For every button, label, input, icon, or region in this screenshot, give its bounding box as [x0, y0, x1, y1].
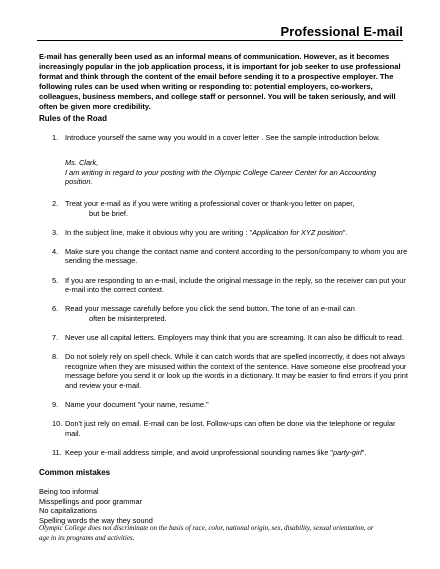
rule-number: 9.: [52, 399, 59, 409]
letter-body: I am writing in regard to your posting with the Olympic College Career Center for an Accounting position.: [65, 167, 377, 187]
rule-text: Do not solely rely on spell check. While it can catch words that are spelled incorrectly, it does not always recognize when they are misused within the context of the sentence. Have someone else proofread your message before you send it or look up the words in a dictionary. It may be easier to find errors if you print and review your e-mail.: [65, 352, 408, 390]
mistake-item: Spelling words the way they sound: [39, 515, 153, 525]
rule-item: [52, 276, 412, 295]
rule-continuation: often be misinterpreted.: [89, 313, 167, 323]
rule-text: If you are responding to an e-mail, include the original message in the reply, so the receiver can put your e-mail into the correct context.: [65, 275, 406, 295]
rule-item: [52, 304, 412, 323]
rule-item: [52, 419, 412, 438]
rule-text: Name your document "your name, resume.": [65, 399, 209, 409]
rule-number: 3.: [52, 227, 59, 237]
rule-text: Never use all capital letters. Employers may think that you are screaming. It can also be difficult to read.: [65, 332, 404, 342]
rule-number: 1.: [52, 133, 59, 142]
rule-number: 8.: [52, 352, 59, 362]
nondiscrimination-footer: Olympic College does not discriminate on the basis of race, color, national origin, sex, disability, sexual orientation, or age in its programs and activities.: [39, 524, 374, 542]
rule-continuation: but be brief.: [89, 208, 129, 218]
rule-text: Treat your e-mail as if you were writing a professional cover or thank-you letter on paper,: [65, 199, 355, 209]
rule-text: Make sure you change the contact name and content according to the person/company to whom you are sending the message.: [65, 246, 408, 266]
rule-number: 4.: [52, 246, 59, 256]
rule-item: [52, 352, 412, 390]
intro-paragraph: E-mail has generally been used as an informal means of communication. However, as it becomes increasingly popular in the job application process, it is important for job seeker to use professional format and think through the content of the email before sending it to a prospective employer. The following rules can be used when writing or responding to: potential employers, co-workers, colleagues, business members, and college staff or personnel. You will be taken seriously, and will often be given more credibility.: [39, 52, 401, 111]
sample-introduction: [65, 158, 405, 187]
mistake-item: No capitalizations: [39, 506, 97, 516]
rule-number: 7.: [52, 332, 59, 342]
mistake-item: Misspellings and poor grammar: [39, 496, 143, 506]
rules-heading: Rules of the Road: [39, 114, 108, 123]
title-divider: [37, 40, 403, 41]
rule-number: 2.: [52, 199, 59, 209]
rule-item: [52, 400, 412, 410]
rule-number: 11.: [52, 447, 62, 457]
rule-text-end: ".: [361, 447, 367, 457]
rule-item: [52, 247, 412, 266]
rule-number: 5.: [52, 275, 59, 285]
rule-item: [52, 133, 412, 143]
rule-text: In the subject line, make it obvious why you are writing : ": [65, 227, 253, 237]
rule-item: [52, 199, 412, 218]
rule-emphasis: Application for XYZ position: [252, 227, 343, 237]
page-title: Professional E-mail: [280, 24, 403, 39]
rule-number: 10.: [52, 419, 63, 428]
rule-text: Keep your e-mail address simple, and avoid unprofessional sounding names like ": [65, 447, 334, 457]
mistakes-heading: Common mistakes: [39, 468, 111, 477]
rule-text: Don't just rely on email. E-mail can be lost. Follow-ups can often be done via the telephone or regular mail.: [65, 419, 396, 438]
rule-number: 6.: [52, 304, 59, 314]
rule-emphasis: party-girl: [333, 447, 362, 457]
rule-text-end: ".: [342, 227, 348, 237]
rule-item: [52, 228, 412, 238]
letter-salutation: Ms. Clark,: [65, 158, 99, 167]
mistakes-list: [39, 487, 153, 525]
rule-text: Read your message carefully before you click the send button. The tone of an e-mail can: [65, 304, 355, 314]
mistake-item: Being too informal: [39, 487, 99, 496]
rule-item: [52, 333, 412, 343]
rule-item: [52, 448, 412, 458]
rule-text: Introduce yourself the same way you would in a cover letter . See the sample introduction below.: [65, 133, 381, 142]
